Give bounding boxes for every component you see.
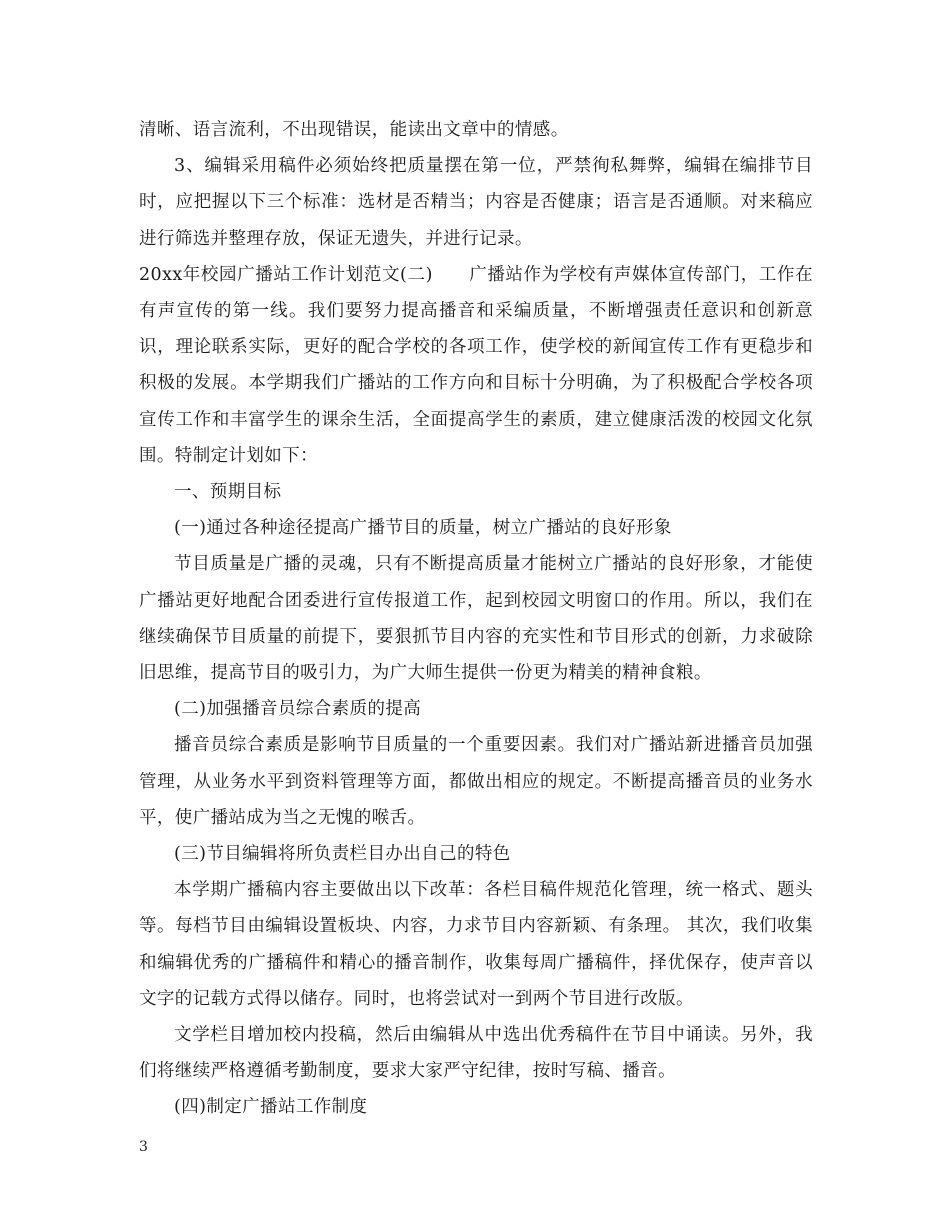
subheading-program-quality: (一)通过各种途径提高广播节目的质量，树立广播站的良好形象: [174, 518, 672, 539]
page-number: 3: [139, 1139, 148, 1155]
paragraph-column-features: 本学期广播稿内容主要做出以下改革：各栏目稿件规范化管理，统一格式、题头等。每档节目由编辑设置板块、内容，力求节目内容新颖、有条理。 其次，我们收集和编辑优秀的广播稿件和精心的播音制作，收集每周广播稿件，择优保存，使声音以文字的记载方式得以储存。同时，也将尝试对一到两个节目进行改版。: [139, 880, 813, 1009]
paragraph-continuation: 清晰、语言流利，不出现错误，能读出文章中的情感。: [139, 120, 569, 140]
document-body: [139, 112, 813, 1126]
subheading-announcer-quality: (二)加强播音员综合素质的提高: [174, 699, 422, 720]
paragraph-literature-column: 文学栏目增加校内投稿，然后由编辑从中选出优秀稿件在节目中诵读。另外，我们将继续严格遵循考勤制度，要求大家严守纪律，按时写稿、播音。: [139, 1025, 813, 1082]
paragraph-editing-rule: 3、编辑采用稿件必须始终把质量摆在第一位，严禁徇私舞弊，编辑在编排节目时，应把握以下三个标准：选材是否精当；内容是否健康；语言是否通顺。对来稿应进行筛选并整理存放，保证无遗失，并进行记录。: [139, 156, 813, 249]
subheading-column-features: (三)节目编辑将所负责栏目办出自己的特色: [174, 844, 511, 865]
paragraph-announcer-quality: 播音员综合素质是影响节目质量的一个重要因素。我们对广播站新进播音员加强管理，从业务水平到资料管理等方面，都做出相应的规定。不断提高播音员的业务水平，使广播站成为当之无愧的喉舌。: [139, 735, 813, 828]
paragraph-program-quality: 节目质量是广播的灵魂，只有不断提高质量才能树立广播站的良好形象，才能使广播站更好地配合团委进行宣传报道工作，起到校园文明窗口的作用。所以，我们在继续确保节目质量的前提下，要狠抓节目内容的充实性和节目形式的创新，力求破除旧思维，提高节目的吸引力，为广大师生提供一份更为精美的精神食粮。: [139, 554, 813, 684]
subheading-work-rules: (四)制定广播站工作制度: [174, 1097, 368, 1118]
section-heading-goals: 一、预期目标: [174, 482, 282, 503]
paragraph-plan-intro: 20xx年校园广播站工作计划范文(二) 广播站作为学校有声媒体宣传部门，工作在有声宣传的第一线。我们要努力提高播音和采编质量，不断增强责任意识和创新意识，理论联系实际，更好的配合学校的各项工作，使学校的新闻宣传工作有更稳步和积极的发展。本学期我们广播站的工作方向和目标十分明确，为了积极配合学校各项宣传工作和丰富学生的课余生活，全面提高学生的素质，建立健康活泼的校园文化氛围。特制定计划如下：: [139, 264, 813, 466]
